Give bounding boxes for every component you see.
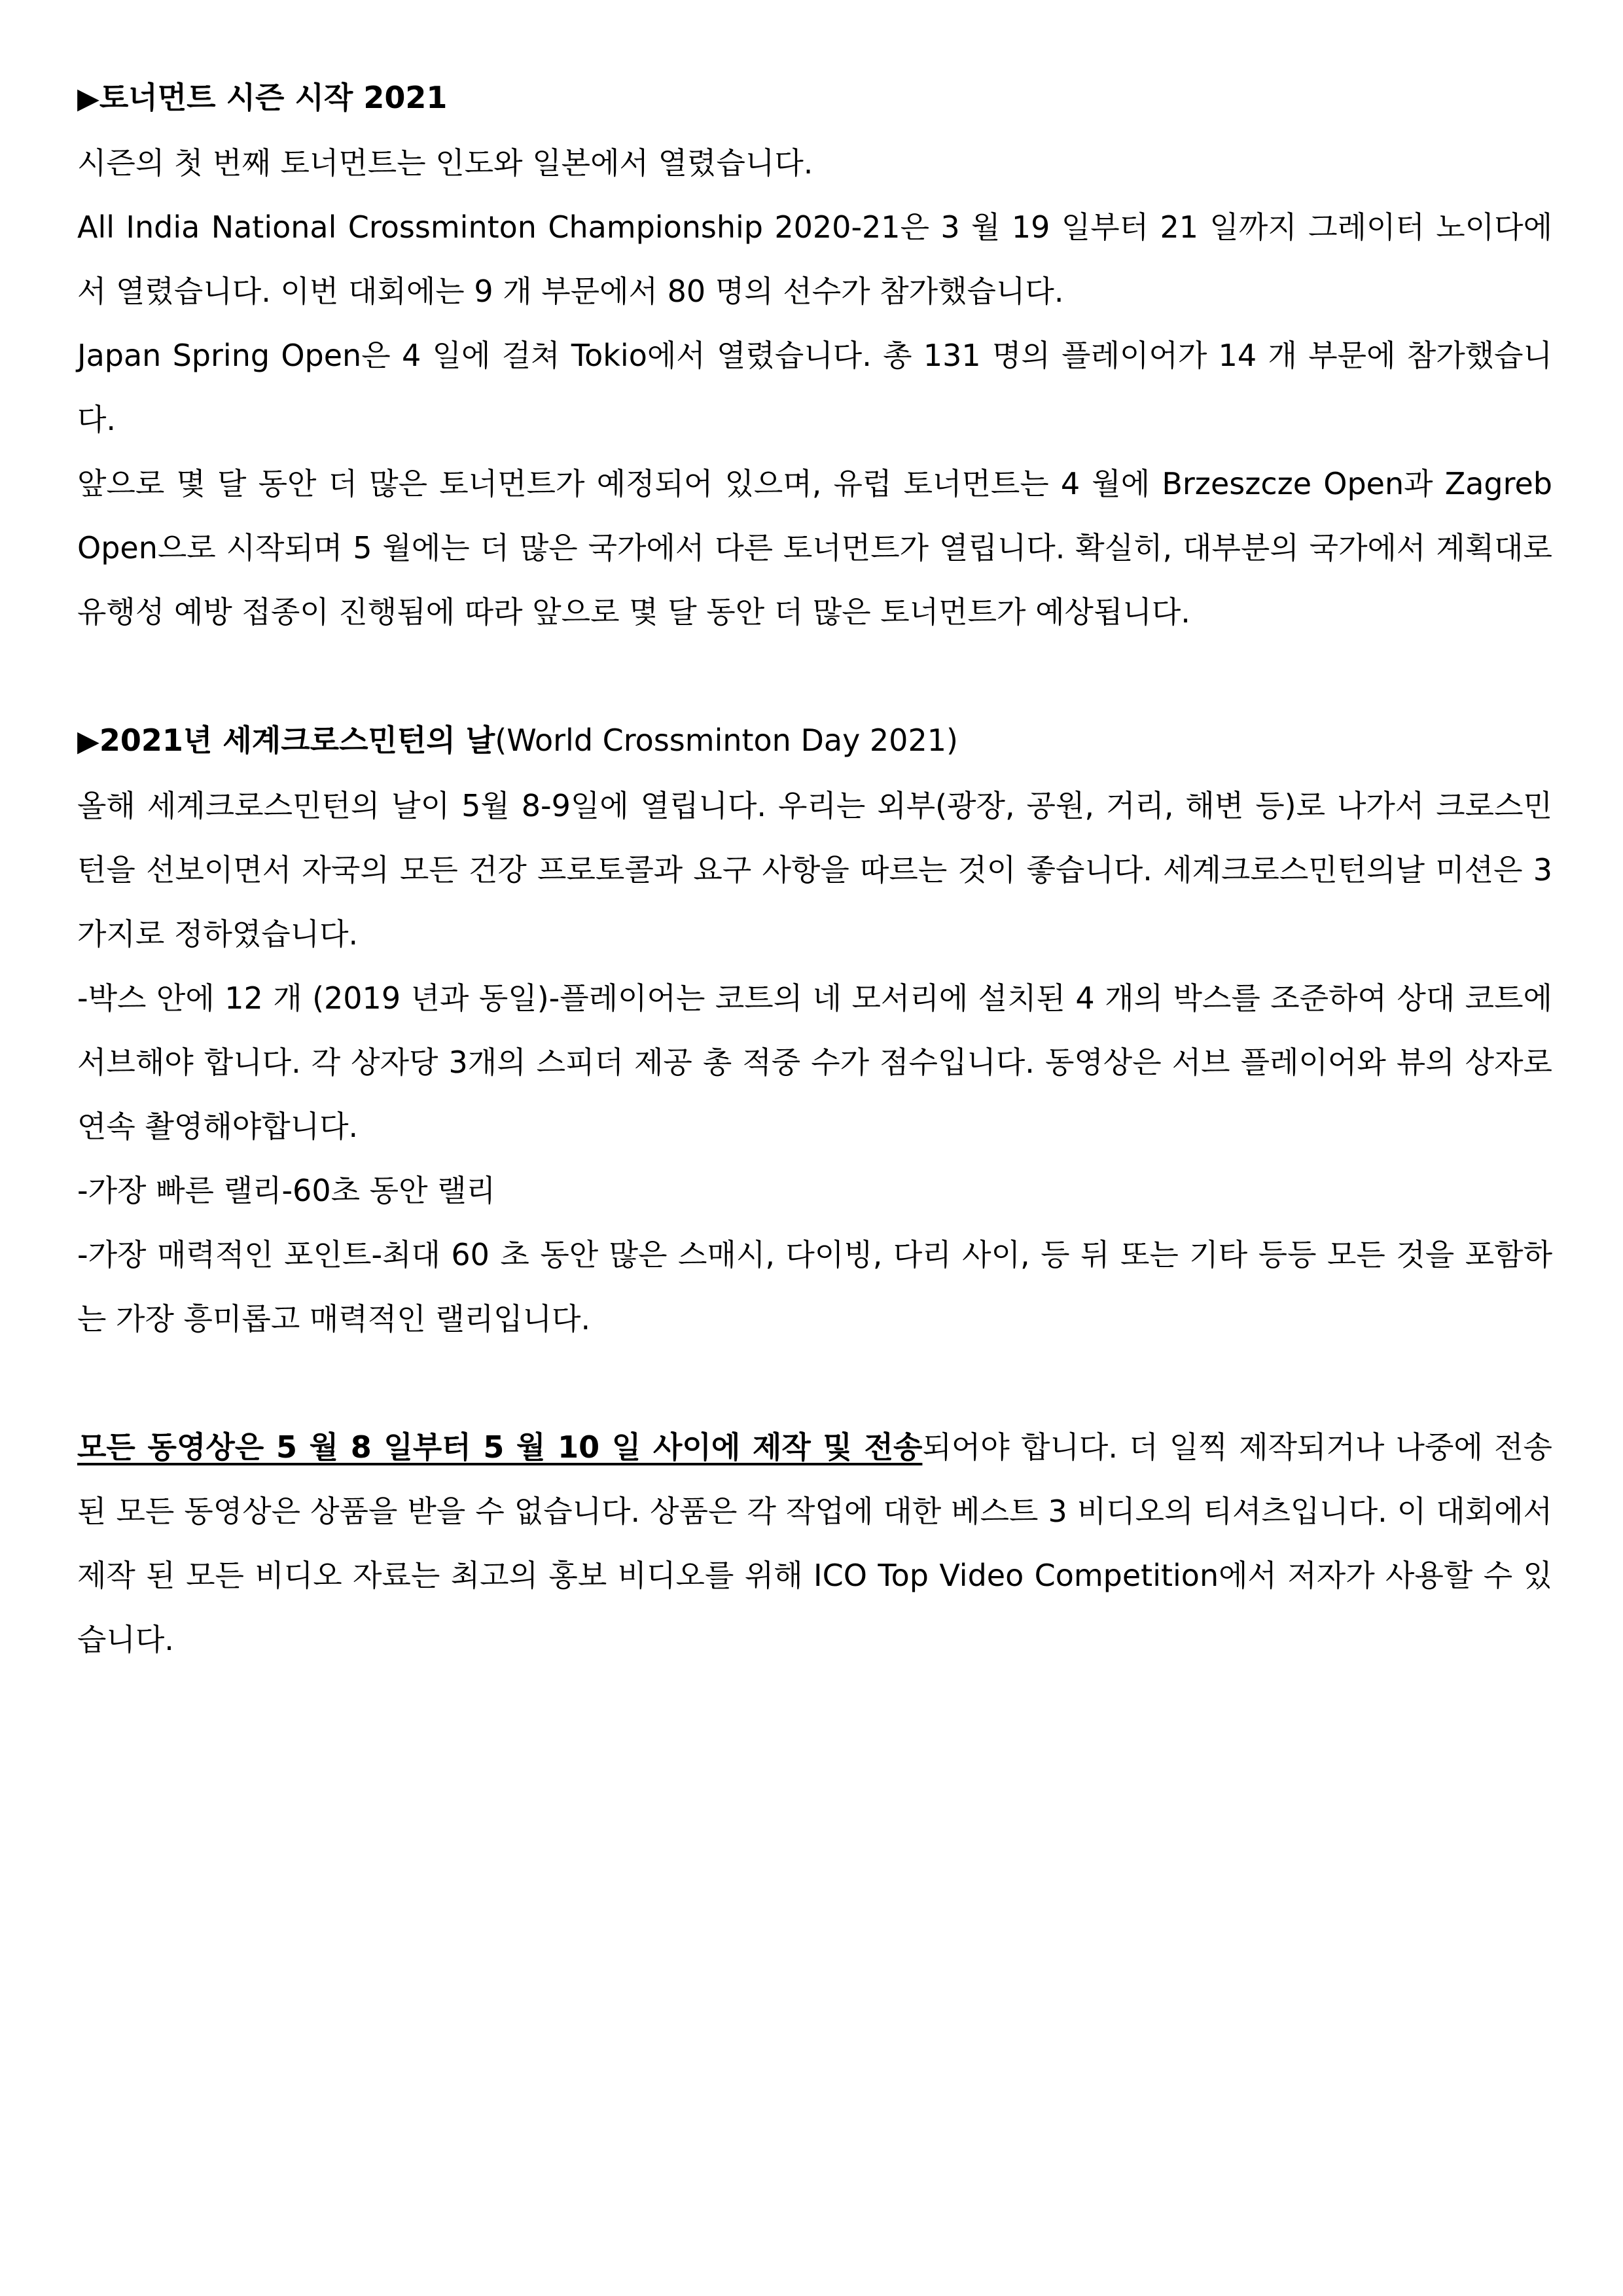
heading-text: 토너먼트 시즌 시작 2021 bbox=[99, 80, 448, 115]
paragraph: 앞으로 몇 달 동안 더 많은 토너먼트가 예정되어 있으며, 유럽 토너먼트는 4 월에 Brzeszcze Open과 Zagreb Open으로 시작되며 5 월에는 더 많은 국가에서 다른 토너먼트가 열립니다. 확실히, 대부분의 국가에서 계획대로 유행성 예방 접종이 진행됨에 따라 앞으로 몇 달 동안 더 많은 토너먼트가 예상됩니다. bbox=[77, 466, 1552, 630]
mission-item: -가장 빠른 랠리-60초 동안 랠리 bbox=[77, 1173, 496, 1208]
heading-subtitle: (World Crossminton Day 2021) bbox=[495, 723, 958, 758]
deadline-text: 되어야 합니다. 더 일찍 제작되거나 나중에 전송 된 모든 동영상은 상품을 받을 수 없습니다. 상품은 각 작업에 대한 베스트 3 비디오의 티셔츠입니다. 이 대회에서 제작 된 모든 비디오 자료는 최고의 홍보 비디오를 위해 ICO Top Video Competition에서 저자가 사용할 수 있습니다. bbox=[77, 1429, 1552, 1657]
section-heading-tournament-season bbox=[77, 65, 1552, 131]
section-heading-world-crossminton-day bbox=[77, 708, 1552, 774]
triangle-bullet-icon: ▶ bbox=[77, 725, 99, 758]
triangle-bullet-icon: ▶ bbox=[77, 82, 99, 115]
paragraph: Japan Spring Open은 4 일에 걸쳐 Tokio에서 열렸습니다. 총 131 명의 플레이어가 14 개 부문에 참가했습니다. bbox=[77, 338, 1552, 437]
paragraph: All India National Crossminton Championship 2020-21은 3 월 19 일부터 21 일까지 그레이터 노이다에서 열렸습니다. 이번 대회에는 9 개 부문에서 80 명의 선수가 참가했습니다. bbox=[77, 209, 1552, 309]
document-page bbox=[77, 65, 1552, 1672]
mission-item: -박스 안에 12 개 (2019 년과 동일)-플레이어는 코트의 네 모서리에 설치된 4 개의 박스를 조준하여 상대 코트에 서브해야 합니다. 각 상자당 3개의 스피더 제공 총 적중 수가 점수입니다. 동영상은 서브 플레이어와 뷰의 상자로 연속 촬영해야합니다. bbox=[77, 980, 1552, 1144]
deadline-paragraph bbox=[77, 1415, 1552, 1672]
deadline-emphasis: 모든 동영상은 5 월 8 일부터 5 월 10 일 사이에 제작 및 전송 bbox=[77, 1429, 923, 1465]
paragraph: 시즌의 첫 번째 토너먼트는 인도와 일본에서 열렸습니다. bbox=[77, 145, 813, 181]
mission-item: -가장 매력적인 포인트-최대 60 초 동안 많은 스매시, 다이빙, 다리 사이, 등 뒤 또는 기타 등등 모든 것을 포함하는 가장 흥미롭고 매력적인 랠리입니다. bbox=[77, 1237, 1552, 1336]
paragraph: 올해 세계크로스민턴의 날이 5월 8-9일에 열립니다. 우리는 외부(광장, 공원, 거리, 해변 등)로 나가서 크로스민턴을 선보이면서 자국의 모든 건강 프로토콜과 요구 사항을 따르는 것이 좋습니다. 세계크로스민턴의날 미션은 3가지로 정하였습니다. bbox=[77, 788, 1552, 952]
spacer bbox=[77, 644, 1552, 708]
spacer bbox=[77, 1351, 1552, 1415]
heading-text: 2021년 세계크로스민턴의 날 bbox=[99, 723, 495, 758]
